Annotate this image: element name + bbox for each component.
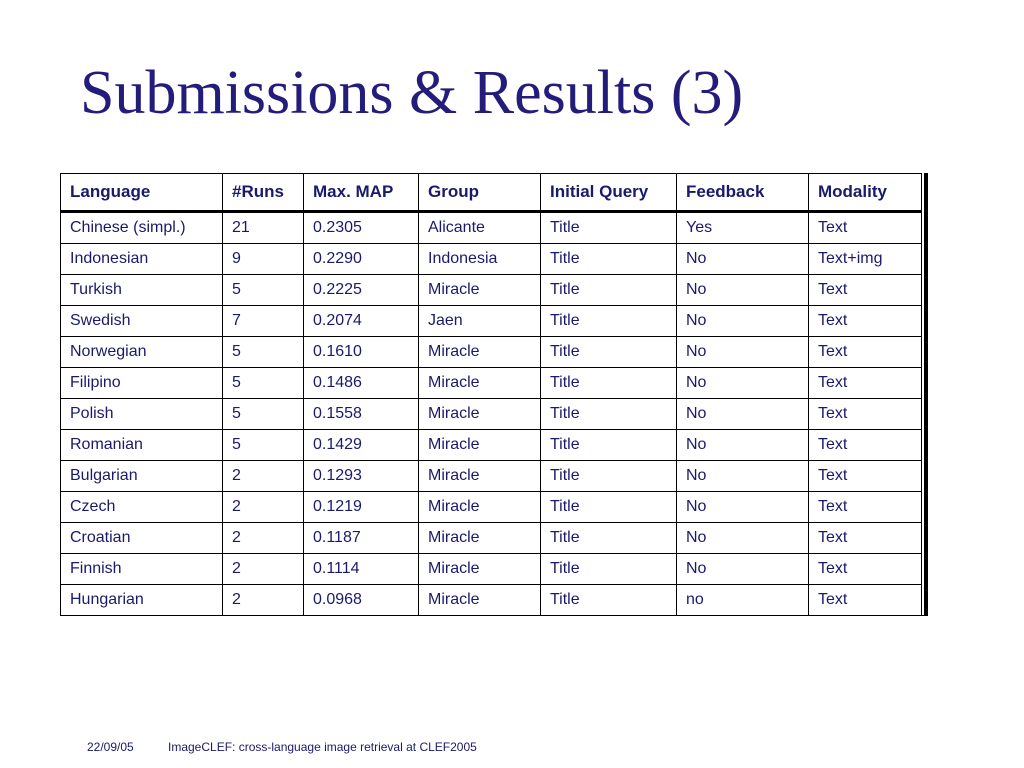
cell-language: Indonesian bbox=[61, 244, 223, 275]
cell-runs: 2 bbox=[223, 523, 304, 554]
cell-group: Miracle bbox=[419, 430, 541, 461]
cell-language: Bulgarian bbox=[61, 461, 223, 492]
cell-max-map: 0.1486 bbox=[304, 368, 419, 399]
cell-feedback: No bbox=[677, 368, 809, 399]
cell-runs: 5 bbox=[223, 275, 304, 306]
cell-group: Miracle bbox=[419, 275, 541, 306]
table-row bbox=[61, 306, 922, 337]
cell-initial-query: Title bbox=[541, 337, 677, 368]
cell-modality: Text bbox=[809, 368, 922, 399]
table-row bbox=[61, 430, 922, 461]
cell-modality: Text bbox=[809, 492, 922, 523]
cell-group: Miracle bbox=[419, 368, 541, 399]
table-row bbox=[61, 492, 922, 523]
cell-modality: Text+img bbox=[809, 244, 922, 275]
cell-language: Romanian bbox=[61, 430, 223, 461]
cell-group: Miracle bbox=[419, 399, 541, 430]
cell-initial-query: Title bbox=[541, 244, 677, 275]
cell-max-map: 0.2305 bbox=[304, 212, 419, 244]
cell-initial-query: Title bbox=[541, 492, 677, 523]
cell-group: Miracle bbox=[419, 492, 541, 523]
cell-feedback: No bbox=[677, 399, 809, 430]
cell-language: Filipino bbox=[61, 368, 223, 399]
cell-initial-query: Title bbox=[541, 554, 677, 585]
cell-initial-query: Title bbox=[541, 430, 677, 461]
cell-modality: Text bbox=[809, 523, 922, 554]
cell-max-map: 0.1558 bbox=[304, 399, 419, 430]
cell-group: Miracle bbox=[419, 523, 541, 554]
cell-runs: 9 bbox=[223, 244, 304, 275]
table-row bbox=[61, 212, 922, 244]
footer-date: 22/09/05 bbox=[87, 740, 134, 754]
cell-runs: 5 bbox=[223, 337, 304, 368]
slide-title: Submissions & Results (3) bbox=[80, 59, 744, 127]
cell-feedback: No bbox=[677, 306, 809, 337]
cell-modality: Text bbox=[809, 275, 922, 306]
cell-language: Finnish bbox=[61, 554, 223, 585]
cell-runs: 2 bbox=[223, 461, 304, 492]
cell-modality: Text bbox=[809, 399, 922, 430]
table-row bbox=[61, 554, 922, 585]
cell-feedback: no bbox=[677, 585, 809, 616]
cell-modality: Text bbox=[809, 337, 922, 368]
cell-language: Chinese (simpl.) bbox=[61, 212, 223, 244]
results-table-frame bbox=[60, 173, 928, 616]
table-row bbox=[61, 275, 922, 306]
cell-feedback: No bbox=[677, 275, 809, 306]
cell-runs: 2 bbox=[223, 554, 304, 585]
cell-max-map: 0.1114 bbox=[304, 554, 419, 585]
cell-initial-query: Title bbox=[541, 523, 677, 554]
cell-group: Miracle bbox=[419, 585, 541, 616]
table-row bbox=[61, 523, 922, 554]
cell-runs: 2 bbox=[223, 585, 304, 616]
cell-runs: 5 bbox=[223, 368, 304, 399]
header-feedback: Feedback bbox=[677, 174, 809, 212]
cell-language: Hungarian bbox=[61, 585, 223, 616]
cell-modality: Text bbox=[809, 430, 922, 461]
cell-initial-query: Title bbox=[541, 306, 677, 337]
cell-initial-query: Title bbox=[541, 368, 677, 399]
cell-initial-query: Title bbox=[541, 212, 677, 244]
cell-modality: Text bbox=[809, 585, 922, 616]
header-language: Language bbox=[61, 174, 223, 212]
cell-group: Miracle bbox=[419, 554, 541, 585]
cell-max-map: 0.2290 bbox=[304, 244, 419, 275]
cell-initial-query: Title bbox=[541, 461, 677, 492]
table-row bbox=[61, 461, 922, 492]
header-group: Group bbox=[419, 174, 541, 212]
cell-runs: 21 bbox=[223, 212, 304, 244]
cell-language: Norwegian bbox=[61, 337, 223, 368]
table-row bbox=[61, 399, 922, 430]
table-row bbox=[61, 585, 922, 616]
cell-language: Croatian bbox=[61, 523, 223, 554]
cell-group: Jaen bbox=[419, 306, 541, 337]
header-modality: Modality bbox=[809, 174, 922, 212]
cell-group: Miracle bbox=[419, 461, 541, 492]
cell-modality: Text bbox=[809, 306, 922, 337]
header-initial-query: Initial Query bbox=[541, 174, 677, 212]
table-row bbox=[61, 368, 922, 399]
cell-runs: 2 bbox=[223, 492, 304, 523]
cell-modality: Text bbox=[809, 212, 922, 244]
cell-max-map: 0.1187 bbox=[304, 523, 419, 554]
cell-language: Polish bbox=[61, 399, 223, 430]
cell-feedback: No bbox=[677, 461, 809, 492]
cell-feedback: No bbox=[677, 244, 809, 275]
cell-runs: 5 bbox=[223, 399, 304, 430]
cell-language: Swedish bbox=[61, 306, 223, 337]
header-runs: #Runs bbox=[223, 174, 304, 212]
cell-feedback: No bbox=[677, 492, 809, 523]
cell-max-map: 0.2074 bbox=[304, 306, 419, 337]
cell-group: Alicante bbox=[419, 212, 541, 244]
cell-feedback: No bbox=[677, 523, 809, 554]
table-body bbox=[61, 212, 922, 616]
cell-max-map: 0.2225 bbox=[304, 275, 419, 306]
cell-language: Turkish bbox=[61, 275, 223, 306]
cell-initial-query: Title bbox=[541, 585, 677, 616]
cell-runs: 5 bbox=[223, 430, 304, 461]
cell-feedback: No bbox=[677, 337, 809, 368]
cell-feedback: No bbox=[677, 430, 809, 461]
results-table bbox=[60, 173, 922, 615]
cell-initial-query: Title bbox=[541, 399, 677, 430]
cell-feedback: No bbox=[677, 554, 809, 585]
cell-max-map: 0.1429 bbox=[304, 430, 419, 461]
cell-max-map: 0.1219 bbox=[304, 492, 419, 523]
cell-initial-query: Title bbox=[541, 275, 677, 306]
cell-modality: Text bbox=[809, 461, 922, 492]
cell-max-map: 0.1610 bbox=[304, 337, 419, 368]
cell-group: Indonesia bbox=[419, 244, 541, 275]
cell-language: Czech bbox=[61, 492, 223, 523]
header-max-map: Max. MAP bbox=[304, 174, 419, 212]
cell-feedback: Yes bbox=[677, 212, 809, 244]
cell-group: Miracle bbox=[419, 337, 541, 368]
footer-caption: ImageCLEF: cross-language image retrieval at CLEF2005 bbox=[168, 740, 477, 754]
table-row bbox=[61, 337, 922, 368]
cell-max-map: 0.1293 bbox=[304, 461, 419, 492]
cell-modality: Text bbox=[809, 554, 922, 585]
cell-max-map: 0.0968 bbox=[304, 585, 419, 616]
table-header-row bbox=[61, 174, 922, 212]
cell-runs: 7 bbox=[223, 306, 304, 337]
table-row bbox=[61, 244, 922, 275]
